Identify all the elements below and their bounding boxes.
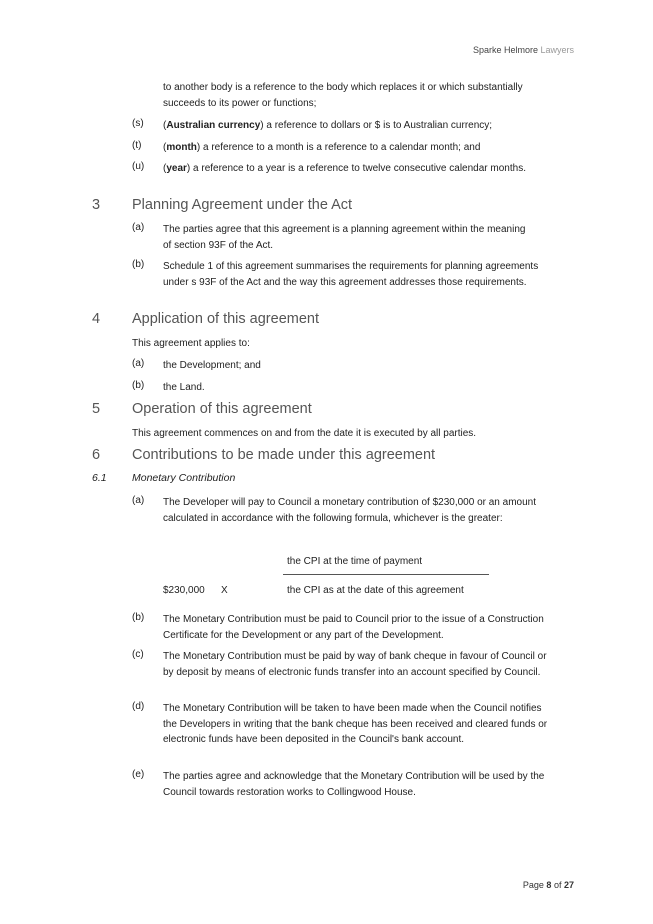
clause-label: (b) bbox=[132, 380, 145, 391]
section-heading: Contributions to be made under this agreement bbox=[132, 447, 436, 463]
section-intro: This agreement applies to: bbox=[132, 338, 250, 349]
formula-denominator: the CPI as at the date of this agreement bbox=[287, 585, 464, 596]
clause-label: (d) bbox=[132, 701, 145, 712]
clause-text: The parties agree and acknowledge that the Monetary Contribution will be used by the Council towards restoration works to Collingwood House. bbox=[163, 771, 545, 798]
clause-text: The parties agree that this agreement is a planning agreement within the meaning of section 93F of the Act. bbox=[163, 224, 526, 251]
section-number: 5 bbox=[92, 401, 101, 417]
subsection-number: 6.1 bbox=[92, 472, 107, 484]
defined-term: year bbox=[166, 163, 187, 174]
formula-operator: X bbox=[221, 585, 228, 596]
clause-label: (a) bbox=[132, 358, 145, 369]
clause-label: (c) bbox=[132, 649, 144, 660]
clause-label: (b) bbox=[132, 259, 145, 270]
formula-numerator: the CPI at the time of payment bbox=[287, 556, 423, 567]
continuation-text: to another body is a reference to the body which replaces it or which substantially succeeds to its power or functions; bbox=[163, 82, 523, 109]
definition-item: (month) a reference to a month is a reference to a calendar month; and bbox=[163, 142, 481, 153]
clause-label: (e) bbox=[132, 769, 145, 780]
clause-text: the Development; and bbox=[163, 360, 261, 371]
page-footer bbox=[523, 880, 574, 890]
clause-label: (b) bbox=[132, 612, 145, 623]
clause-label: (a) bbox=[132, 222, 145, 233]
clause-text: The Monetary Contribution will be taken to have been made when the Council notifies the Developers in writing that the bank cheque has been received and cleared funds or electronic funds have been deposited in the Council's bank account. bbox=[163, 703, 548, 745]
firm-suffix: Lawyers bbox=[540, 45, 574, 55]
definition-label: (u) bbox=[132, 161, 145, 172]
definition-item: (Australian currency) a reference to dollars or $ is to Australian currency; bbox=[163, 120, 493, 131]
section-heading: Application of this agreement bbox=[132, 311, 319, 327]
subsection-heading: Monetary Contribution bbox=[132, 472, 236, 484]
clause-label: (a) bbox=[132, 495, 145, 506]
clause-text: The Monetary Contribution must be paid by way of bank cheque in favour of Council or by deposit by means of electronic funds transfer into an account specified by Council. bbox=[163, 651, 547, 678]
defined-term: Australian currency bbox=[166, 120, 261, 131]
definition-label: (t) bbox=[132, 140, 142, 151]
section-number: 3 bbox=[92, 197, 101, 213]
clause-text: Schedule 1 of this agreement summarises the requirements for planning agreements under s 93F of the Act and the way this agreement addresses those requirements. bbox=[163, 261, 539, 288]
clause-text: The Monetary Contribution must be paid to Council prior to the issue of a Construction Certificate for the Development or any part of the Development. bbox=[163, 614, 544, 641]
formula-fraction-line bbox=[283, 574, 489, 575]
clause-text: the Land. bbox=[163, 382, 205, 393]
page-total: 27 bbox=[563, 880, 574, 890]
section-number: 4 bbox=[92, 311, 101, 327]
firm-name: Sparke Helmore bbox=[472, 45, 538, 55]
page-word: Page bbox=[522, 880, 544, 890]
section-heading: Operation of this agreement bbox=[132, 401, 312, 417]
definition-item: (year) a reference to a year is a reference to twelve consecutive calendar months. bbox=[163, 163, 526, 174]
defined-term: month bbox=[166, 142, 197, 153]
page-number: 8 bbox=[546, 880, 552, 890]
definition-label: (s) bbox=[132, 118, 144, 129]
clause-text: The Developer will pay to Council a monetary contribution of $230,000 or an amount calculated in accordance with the following formula, whichever is the greater: bbox=[163, 497, 536, 524]
formula-amount: $230,000 bbox=[163, 585, 205, 596]
of-word: of bbox=[553, 880, 562, 890]
section-heading: Planning Agreement under the Act bbox=[132, 197, 353, 213]
section-number: 6 bbox=[92, 447, 101, 463]
section-intro: This agreement commences on and from the date it is executed by all parties. bbox=[132, 428, 477, 439]
page-header bbox=[473, 45, 574, 55]
